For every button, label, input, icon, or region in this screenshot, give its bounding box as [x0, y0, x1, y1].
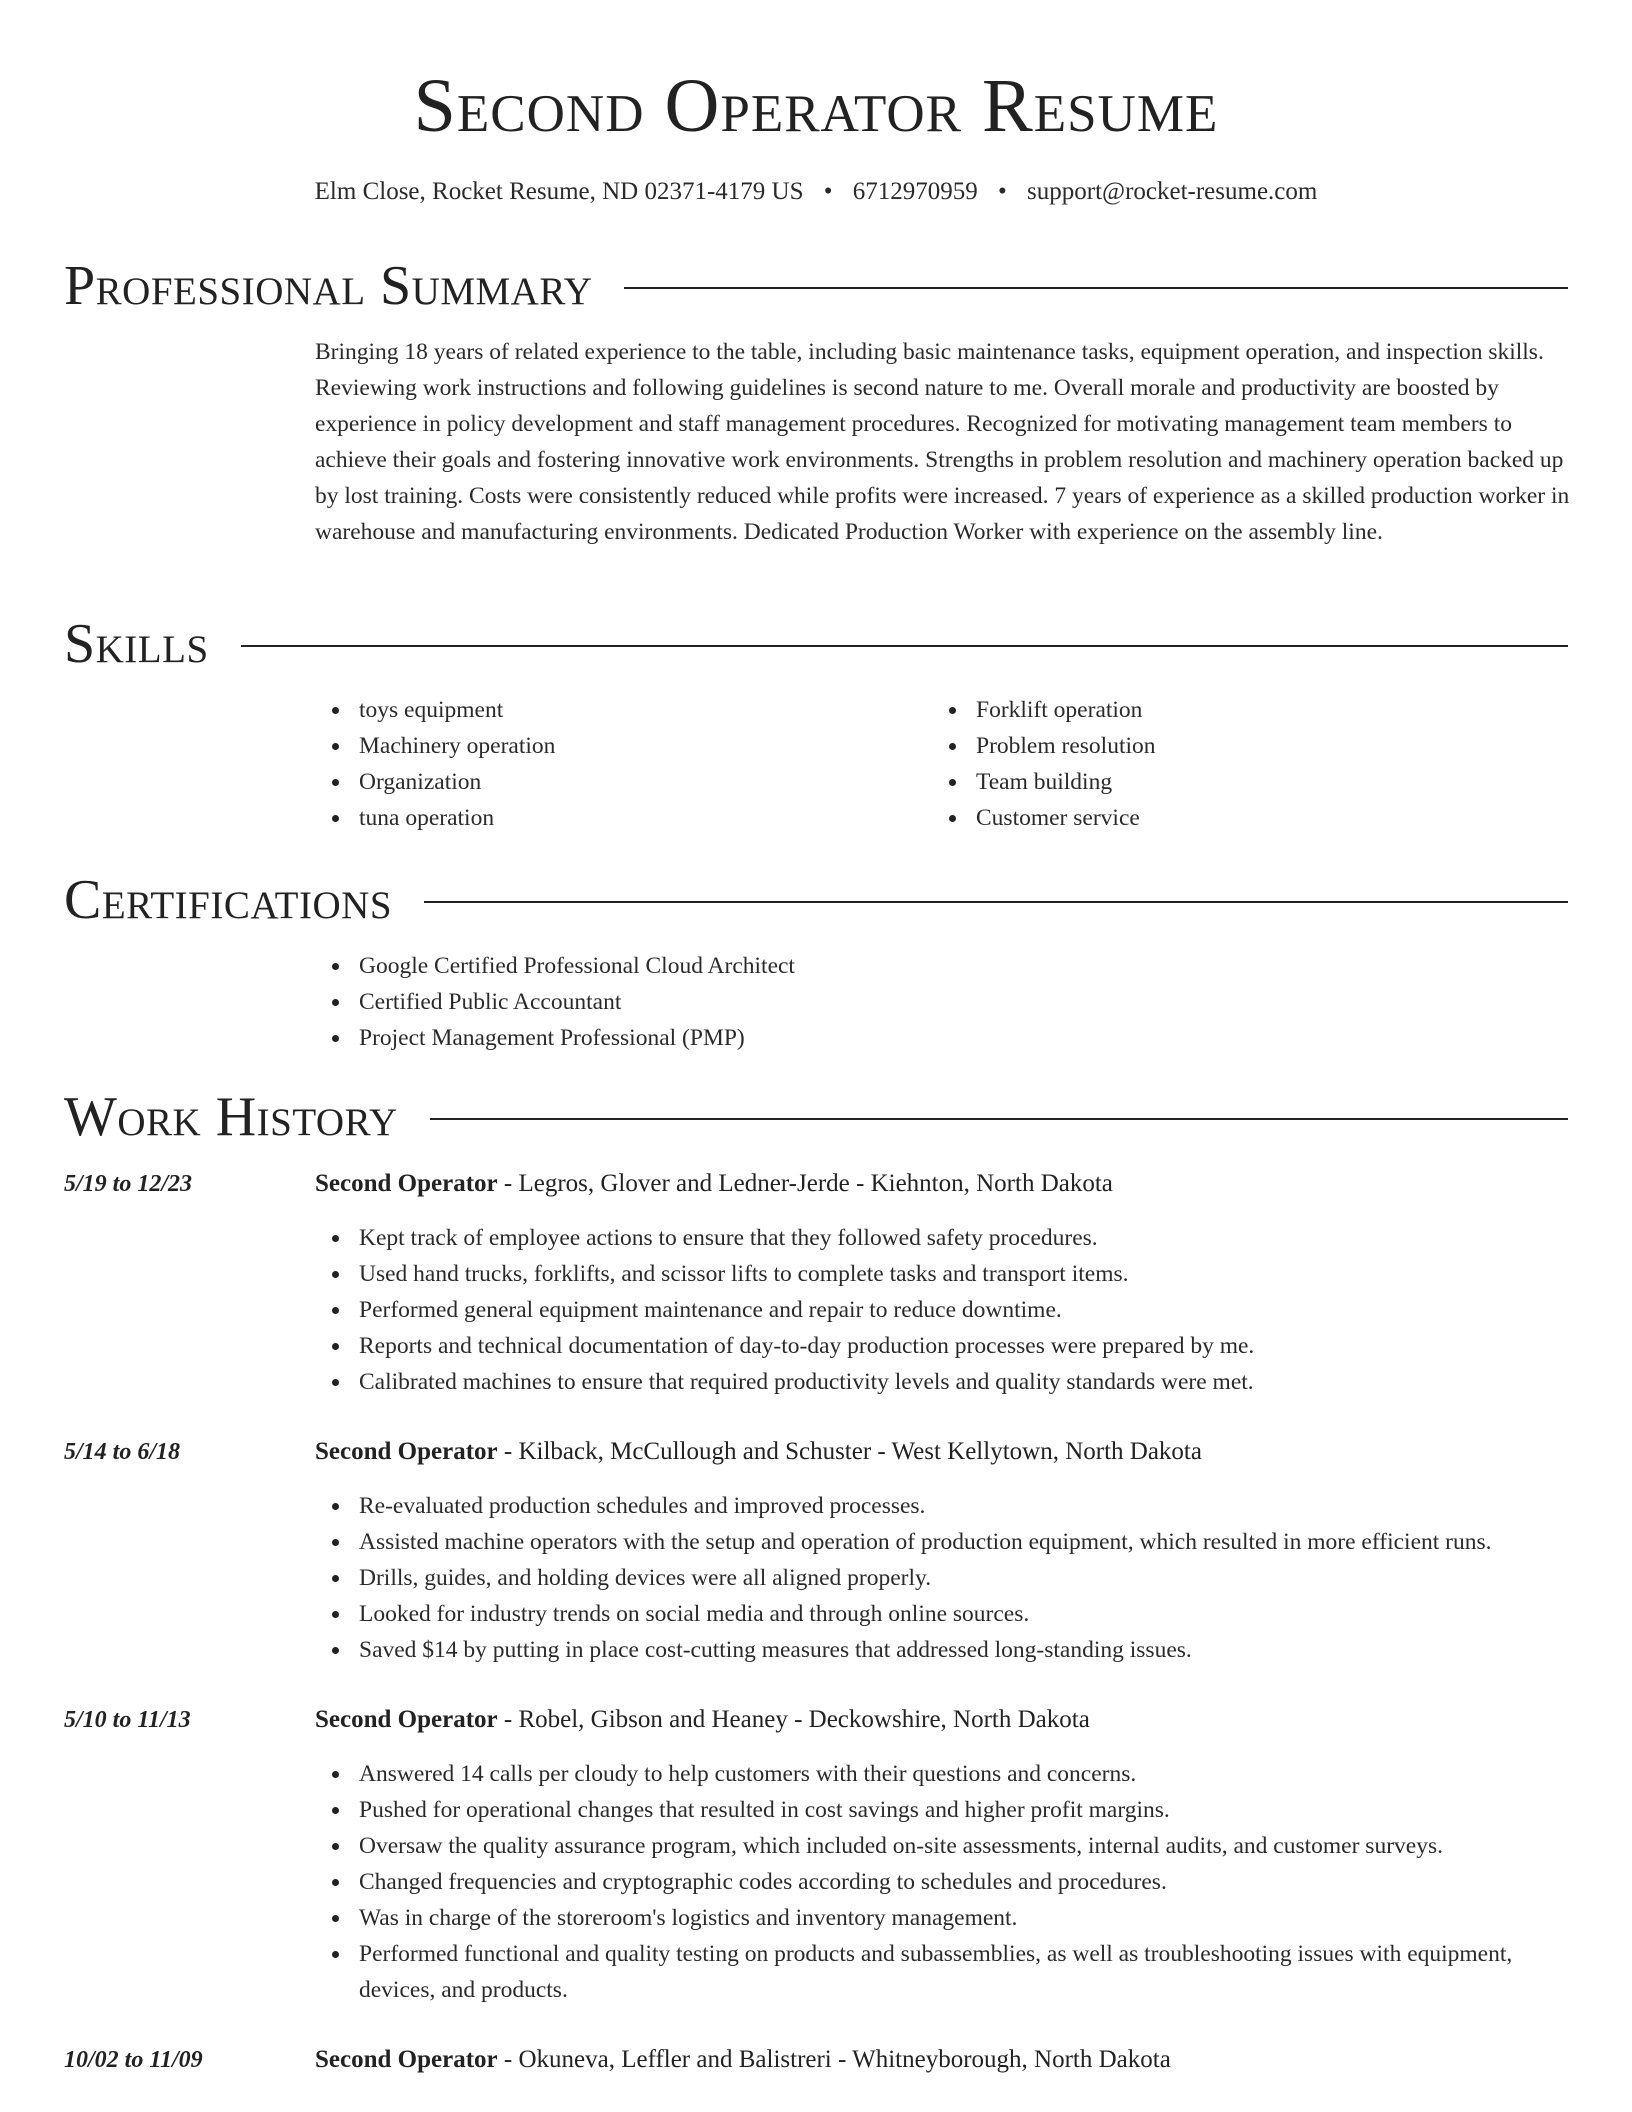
contact-separator: • [823, 178, 833, 205]
certification-item: Certified Public Accountant [315, 984, 1570, 1020]
summary-text: Bringing 18 years of related experience to the table, including basic maintenance tasks, equipment operation, and inspection skills. Reviewing work instructions and following guidelines is second nature to me. Overall morale and productivity are boosted by experience in policy development and staff management procedures. Recognized for motivating management team members to achieve their goals and fostering innovative work environments. Strengths in problem resolution and machinery operation backed up by lost training. Costs were consistently reduced while profits were increased. 7 years of experience as a skilled production worker in warehouse and manufacturing environments. Dedicated Production Worker with experience on the assembly line. [315, 339, 1570, 545]
section-divider [624, 287, 1568, 289]
certification-item: Google Certified Professional Cloud Architect [315, 948, 1570, 984]
skill-item: Customer service [932, 800, 1532, 836]
job-bullet: Pushed for operational changes that resulted in cost savings and higher profit margins. [315, 1792, 1570, 1828]
job-bullet: Re-evaluated production schedules and improved processes. [315, 1488, 1570, 1524]
job-title-line [315, 1434, 1570, 1470]
job-bullet: Saved $14 by putting in place cost-cutting measures that addressed long-standing issues. [315, 1632, 1570, 1668]
skills-section-header [64, 612, 1568, 676]
job-bullet: Was in charge of the storeroom's logistics and inventory management. [315, 1900, 1570, 1936]
contact-line [64, 174, 1568, 210]
job-bullet: Kept track of employee actions to ensure that they followed safety procedures. [315, 1220, 1570, 1256]
job-bullets [315, 1488, 1570, 1668]
job-employer: - Robel, Gibson and Heaney - Deckowshire, North Dakota [497, 1706, 1090, 1733]
skill-item: Organization [315, 764, 915, 800]
certifications-heading: Certifications [64, 869, 393, 931]
contact-address: Elm Close, Rocket Resume, ND 02371-4179 US [314, 178, 804, 205]
job-bullet: Changed frequencies and cryptographic codes according to schedules and procedures. [315, 1864, 1570, 1900]
job-bullet: Looked for industry trends on social media and through online sources. [315, 1596, 1570, 1632]
job-employer: - Okuneva, Leffler and Balistreri - Whitneyborough, North Dakota [497, 2046, 1171, 2073]
job-employer: - Legros, Glover and Ledner-Jerde - Kiehnton, North Dakota [497, 1170, 1113, 1197]
skills-list-left [315, 692, 915, 836]
contact-separator: • [998, 178, 1007, 205]
job-dates: 5/19 to 12/23 [64, 1171, 193, 1197]
job-bullet: Assisted machine operators with the setup and operation of production equipment, which resulted in more efficient runs. [315, 1524, 1570, 1560]
skill-item: toys equipment [315, 692, 915, 728]
job-employer: - Kilback, McCullough and Schuster - West Kellytown, North Dakota [497, 1438, 1202, 1465]
job-title: Second Operator [315, 2046, 498, 2073]
section-divider [430, 1118, 1568, 1120]
job-bullet: Oversaw the quality assurance program, which included on-site assessments, internal audits, and customer surveys. [315, 1828, 1570, 1864]
certification-item: Project Management Professional (PMP) [315, 1020, 1570, 1056]
section-divider [424, 901, 1568, 903]
skill-item: tuna operation [315, 800, 915, 836]
job-bullets [315, 1756, 1570, 2008]
skill-item: Problem resolution [932, 728, 1532, 764]
job-title: Second Operator [315, 1170, 498, 1197]
job-dates: 5/10 to 11/13 [64, 1707, 191, 1733]
job-bullet: Answered 14 calls per cloudy to help customers with their questions and concerns. [315, 1756, 1570, 1792]
section-divider [241, 645, 1568, 647]
work-heading: Work History [64, 1086, 398, 1148]
job-title-line [315, 1702, 1570, 1738]
contact-phone: 6712970959 [852, 178, 978, 205]
job-title: Second Operator [315, 1706, 498, 1733]
job-bullet: Performed general equipment maintenance and repair to reduce downtime. [315, 1292, 1570, 1328]
job-title-line [315, 1166, 1570, 1202]
work-section-header [64, 1085, 1568, 1149]
certifications-list [315, 948, 1570, 1056]
resume-name: Second Operator Resume [413, 64, 1219, 148]
job-title-line [315, 2042, 1570, 2078]
job-bullet: Performed functional and quality testing on products and subassemblies, as well as troubleshooting issues with equipment, devices, and products. [315, 1936, 1570, 2008]
job-bullets [315, 1220, 1570, 1400]
job-title: Second Operator [315, 1438, 498, 1465]
skill-item: Forklift operation [932, 692, 1532, 728]
contact-email: support@rocket-resume.com [1027, 178, 1318, 205]
job-bullet: Calibrated machines to ensure that required productivity levels and quality standards were met. [315, 1364, 1570, 1400]
job-bullet: Reports and technical documentation of day-to-day production processes were prepared by me. [315, 1328, 1570, 1364]
skill-item: Team building [932, 764, 1532, 800]
summary-section-header [64, 254, 1568, 318]
skills-list-right [932, 692, 1532, 836]
summary-heading: Professional Summary [64, 255, 593, 317]
job-bullet: Used hand trucks, forklifts, and scissor lifts to complete tasks and transport items. [315, 1256, 1570, 1292]
job-bullet: Drills, guides, and holding devices were all aligned properly. [315, 1560, 1570, 1596]
job-dates: 10/02 to 11/09 [64, 2047, 203, 2073]
skills-heading: Skills [64, 613, 209, 675]
skill-item: Machinery operation [315, 728, 915, 764]
job-dates: 5/14 to 6/18 [64, 1439, 181, 1465]
certifications-section-header [64, 868, 1568, 932]
